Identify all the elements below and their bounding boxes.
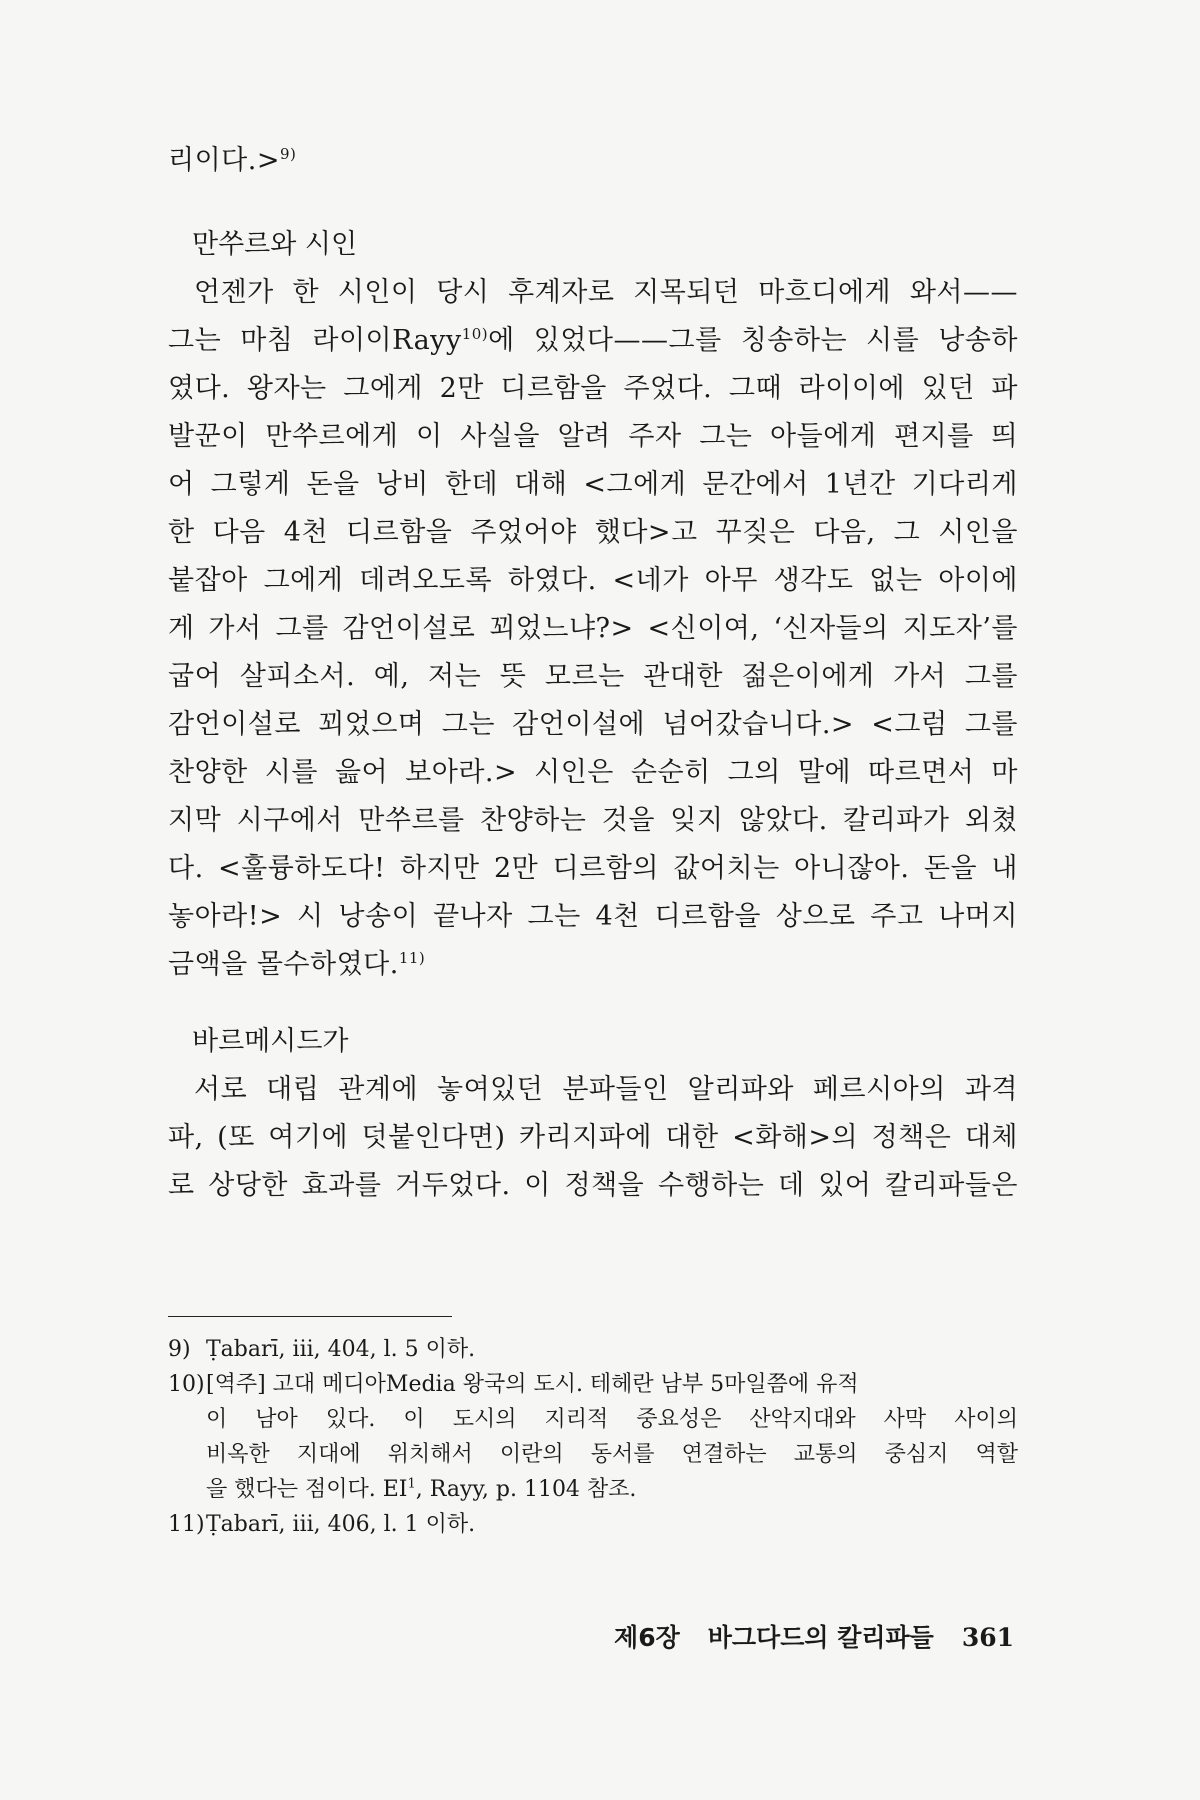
section-barmakids bbox=[168, 1018, 1018, 1210]
footnote-text: 비옥한 지대에 위치해서 이란의 동서를 연결하는 교통의 중심지 역할 bbox=[206, 1442, 1018, 1467]
footnote-11 bbox=[168, 1507, 1018, 1542]
page-number: 361 bbox=[961, 1623, 1014, 1652]
paragraph-line: 발꾼이 만쑤르에게 이 사실을 알려 주자 그는 아들에게 편지를 띄 bbox=[168, 421, 1018, 452]
paragraph-line: 찬양한 시를 읊어 보아라.> 시인은 순순히 그의 말에 따르면서 마 bbox=[168, 757, 1018, 788]
footnote-text: Ṭabarī, iii, 406, l. 1 이하. bbox=[206, 1512, 476, 1537]
footnote-divider bbox=[168, 1316, 452, 1317]
paragraph-line: 지막 시구에서 만쑤르를 찬양하는 것을 잊지 않았다. 칼리파가 외쳤 bbox=[168, 805, 1018, 836]
footnote-text: Ṭabarī, iii, 404, l. 5 이하. bbox=[206, 1337, 476, 1362]
chapter-label: 제6장 bbox=[614, 1623, 680, 1652]
opening-block bbox=[168, 137, 1018, 185]
footnote-text: [역주] 고대 메디아Media 왕국의 도시. 테헤란 남부 5마일쯤에 유적 bbox=[206, 1372, 859, 1397]
paragraph-line: 언젠가 한 시인이 당시 후계자로 지목되던 마흐디에게 와서—— bbox=[194, 277, 1018, 308]
paragraph-line: 파, (또 여기에 덧붙인다면) 카리지파에 대한 <화해>의 정책은 대체 bbox=[168, 1122, 1018, 1153]
footnotes bbox=[168, 1332, 1018, 1542]
paragraph-line: 다. <훌륭하도다! 하지만 2만 디르함의 값어치는 아니잖아. 돈을 내 bbox=[168, 853, 1018, 884]
footnote-ref-10: 10) bbox=[461, 325, 489, 343]
paragraph-line bbox=[168, 941, 1018, 989]
footnote-number: 9) bbox=[168, 1337, 191, 1362]
section-heading: 바르메시드가 bbox=[192, 1026, 349, 1057]
paragraph-line: 로 상당한 효과를 거두었다. 이 정책을 수행하는 데 있어 칼리파들은 bbox=[168, 1170, 1018, 1201]
section-heading: 만쑤르와 시인 bbox=[192, 229, 358, 260]
line-text: 에 있었다——그를 칭송하는 시를 낭송하 bbox=[488, 325, 1018, 356]
paragraph-line: 게 가서 그를 감언이설로 꾀었느냐?> <신이여, ‘신자들의 지도자’를 bbox=[168, 613, 1018, 644]
opening-line bbox=[168, 137, 1018, 185]
running-footer bbox=[614, 1618, 1014, 1654]
paragraph-line bbox=[168, 317, 1018, 365]
paragraph-line: 였다. 왕자는 그에게 2만 디르함을 주었다. 그때 라이이에 있던 파 bbox=[168, 373, 1018, 404]
edition-superscript: 1 bbox=[407, 1476, 416, 1492]
footnote-number: 10) bbox=[168, 1372, 205, 1397]
footnote-ref-11: 11) bbox=[398, 949, 426, 967]
line-text: 그는 마침 라이이Rayy bbox=[168, 325, 462, 356]
footnote-ref-9: 9) bbox=[279, 145, 297, 163]
line-text: 금액을 몰수하였다. bbox=[168, 949, 399, 980]
paragraph-line: 붙잡아 그에게 데려오도록 하였다. <네가 아무 생각도 없는 아이에 bbox=[168, 565, 1018, 596]
chapter-title: 바그다드의 칼리파들 bbox=[707, 1623, 934, 1652]
paragraph-line: 한 다음 4천 디르함을 주었어야 했다>고 꾸짖은 다음, 그 시인을 bbox=[168, 517, 1018, 548]
paragraph-line: 어 그렇게 돈을 낭비 한데 대해 <그에게 문간에서 1년간 기다리게 bbox=[168, 469, 1018, 500]
footnote-10 bbox=[168, 1367, 1018, 1402]
paragraph-line: 굽어 살피소서. 예, 저는 뜻 모르는 관대한 젊은이에게 가서 그를 bbox=[168, 661, 1018, 692]
paragraph-line: 놓아라!> 시 낭송이 끝나자 그는 4천 디르함을 상으로 주고 나머지 bbox=[168, 901, 1018, 932]
footnote-9 bbox=[168, 1332, 1018, 1367]
footnote-text-part: , Rayy, p. 1104 참조. bbox=[415, 1477, 637, 1502]
footnote-text: 이 남아 있다. 이 도시의 지리적 중요성은 산악지대와 사막 사이의 bbox=[206, 1407, 1018, 1432]
footnote-text-part: 을 했다는 점이다. EI bbox=[206, 1477, 408, 1502]
paragraph-line: 서로 대립 관계에 놓여있던 분파들인 알리파와 페르시아의 과격 bbox=[194, 1074, 1018, 1105]
footnote-number: 11) bbox=[168, 1512, 205, 1537]
paragraph-line: 감언이설로 꾀었으며 그는 감언이설에 넘어갔습니다.> <그럼 그를 bbox=[168, 709, 1018, 740]
footnote-text bbox=[168, 1472, 1018, 1507]
section-mansur-poet bbox=[168, 221, 1018, 989]
opening-text: 리이다.> bbox=[168, 145, 280, 176]
